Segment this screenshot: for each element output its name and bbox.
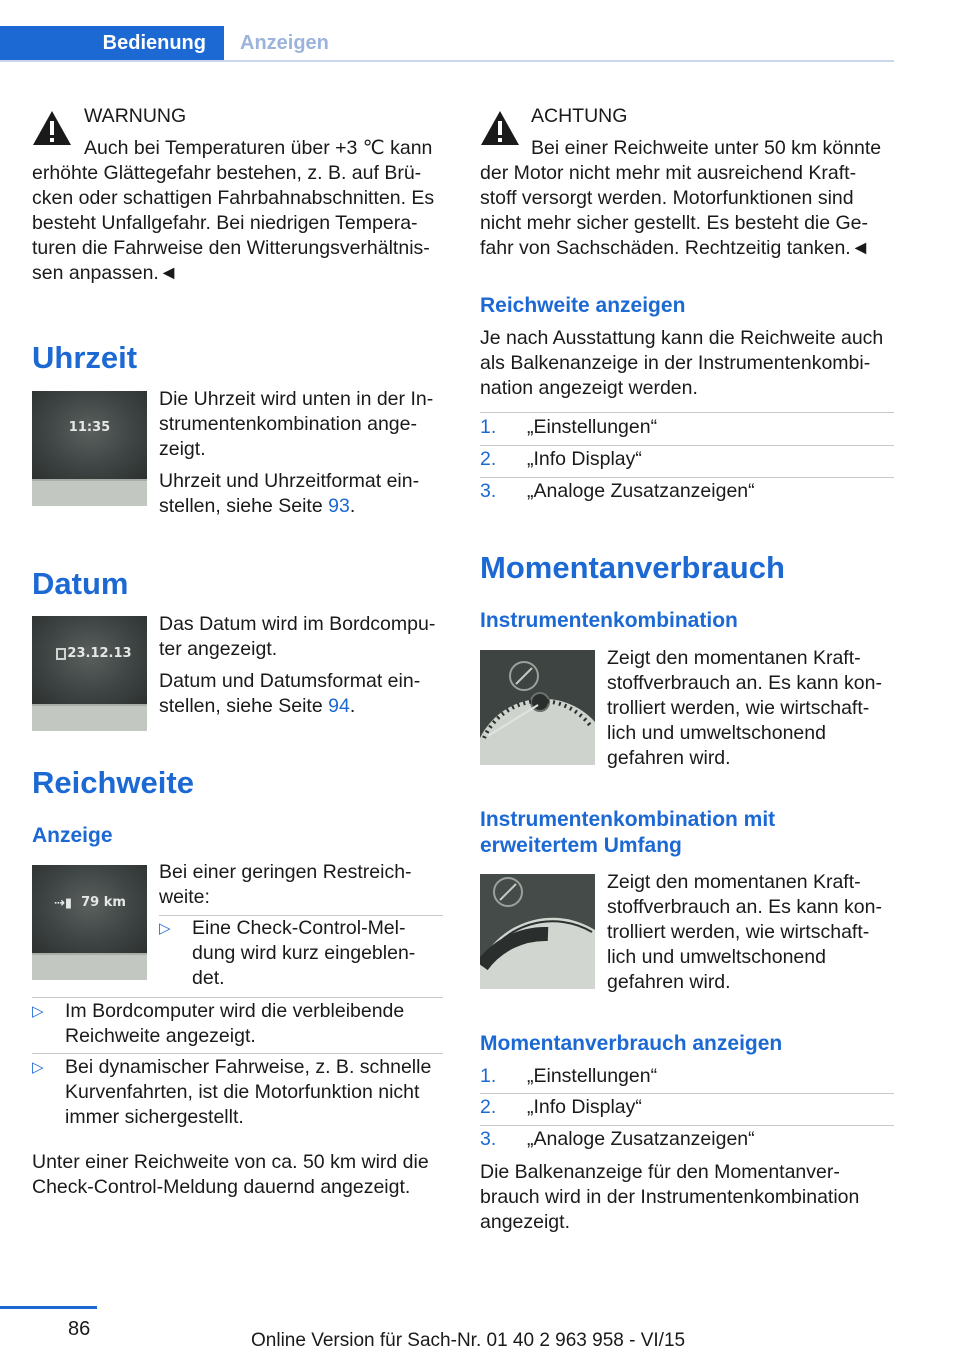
date-display-image <box>32 616 147 731</box>
header-rule <box>0 60 894 62</box>
uhrzeit-text-4: Uhrzeit und Uhrzeitformat ein- <box>159 470 420 492</box>
list-item: 1. „Einstellungen“ <box>480 1065 658 1087</box>
uhrzeit-text-1: Die Uhrzeit wird unten in der In- <box>159 388 434 410</box>
heading-momentanverbrauch: Momentanverbrauch <box>480 550 785 585</box>
page-link-93[interactable]: 93 <box>328 495 350 517</box>
achtung-line-4: nicht mehr sicher gestellt. Es besteht die Ge- <box>480 212 869 234</box>
achtung-line-3: stoff versorgt werden. Motorfunktionen sind <box>480 187 854 209</box>
fuel-pump-icon: ⇢▮ <box>54 895 73 910</box>
datum-text-1: Das Datum wird im Bordcompu- <box>159 613 436 635</box>
uhrzeit-text-2: strumentenkombination ange- <box>159 413 417 435</box>
list-item: 2. „Info Display“ <box>480 448 642 470</box>
warning-line-3: cken oder schattigen Fahrbahnabschnitten. Es <box>32 187 435 209</box>
range-display-image <box>32 865 147 980</box>
mv-text1-3: trolliert werden, wie wirtschaft- <box>607 697 870 719</box>
subheading-momentanverbrauch-anzeigen: Momentanverbrauch anzeigen <box>480 1032 783 1055</box>
warning-line-2: erhöhte Glättegefahr bestehen, z. B. auf Brü- <box>32 162 422 184</box>
achtung-line-5: fahr von Sachschäden. Rechtzeitig tanken.◄ <box>480 237 871 259</box>
page-number: 86 <box>68 1318 91 1340</box>
subheading-erweitert-2: erweitertem Umfang <box>480 834 682 857</box>
ra-text-2: als Balkenanzeige in der Instrumentenkombi- <box>480 352 871 374</box>
heading-reichweite-anzeigen: Reichweite anzeigen <box>480 294 686 317</box>
uhrzeit-text-3: zeigt. <box>159 438 206 460</box>
warning-line-1: Auch bei Temperaturen über +3 ℃ kann <box>84 137 433 159</box>
datum-text-3: Datum und Datumsformat ein- <box>159 670 421 692</box>
mv-outro-3: angezeigt. <box>480 1211 570 1233</box>
achtung-line-1: Bei einer Reichweite unter 50 km könnte <box>531 137 882 159</box>
mv-outro-2: brauch wird in der Instrumentenkombination <box>480 1186 860 1208</box>
subheading-erweitert-1: Instrumentenkombination mit <box>480 808 776 831</box>
datum-text-2: ter angezeigt. <box>159 638 278 660</box>
reichweite-outro-2: Check-Control-Meldung dauernd angezeigt. <box>32 1176 411 1198</box>
clock-display-image <box>32 391 147 506</box>
consumption-gauge-image <box>480 650 595 765</box>
mv-text2-4: lich und umweltschonend <box>607 946 826 968</box>
triangle-bullet-icon: ▷ <box>32 1059 44 1076</box>
list-item: 3. „Analoge Zusatzanzeigen“ <box>480 480 755 502</box>
mv-outro-1: Die Balkenanzeige für den Momentanver- <box>480 1161 840 1183</box>
ra-text-3: nation angezeigt werden. <box>480 377 698 399</box>
list-item: ▷ Im Bordcomputer wird die verbleibende Reichweite angezeigt. <box>32 1000 405 1047</box>
triangle-bullet-icon: ▷ <box>159 920 171 937</box>
heading-uhrzeit: Uhrzeit <box>32 340 138 375</box>
list-item: 2. „Info Display“ <box>480 1096 642 1118</box>
clock-display-value: 11:35 <box>68 420 111 435</box>
reichweite-intro-1: Bei einer geringen Restreich- <box>159 861 412 883</box>
footer-rule <box>0 1306 97 1309</box>
achtung-title: ACHTUNG <box>531 105 628 127</box>
warning-line-6: sen anpassen.◄ <box>32 262 179 284</box>
reichweite-outro-1: Unter einer Reichweite von ca. 50 km wird die <box>32 1151 429 1173</box>
mv-text2-2: stoffverbrauch an. Es kann kon- <box>607 896 882 918</box>
tab-anzeigen[interactable]: Anzeigen <box>240 31 329 54</box>
warning-icon <box>32 110 72 146</box>
date-display-value: 23.12.13 <box>67 646 132 661</box>
warning-title: WARNUNG <box>84 105 187 127</box>
range-display-value: 79 km <box>81 895 126 910</box>
consumption-gauge-extended-image <box>480 874 595 989</box>
mv-text1-2: stoffverbrauch an. Es kann kon- <box>607 672 882 694</box>
mv-text1-5: gefahren wird. <box>607 747 731 769</box>
datum-text-4: stellen, siehe Seite 94. <box>159 695 356 717</box>
mv-text1-4: lich und umweltschonend <box>607 722 826 744</box>
mv-text2-3: trolliert werden, wie wirtschaft- <box>607 921 870 943</box>
mv-text2-1: Zeigt den momentanen Kraft- <box>607 871 861 893</box>
warning-line-4: besteht Unfallgefahr. Bei niedrigen Tempera- <box>32 212 418 234</box>
warning-icon <box>480 110 520 146</box>
page-link-94[interactable]: 94 <box>328 695 350 717</box>
subheading-instrumentenkombination: Instrumentenkombination <box>480 609 738 632</box>
mv-text1-1: Zeigt den momentanen Kraft- <box>607 647 861 669</box>
triangle-bullet-icon: ▷ <box>32 1003 44 1020</box>
warning-line-5: turen die Fahrweise den Witterungsverhältnis- <box>32 237 430 259</box>
list-item: ▷ Eine Check-Control-Mel- dung wird kurz eingeblen- det. <box>159 917 416 989</box>
reichweite-intro-2: weite: <box>159 886 210 908</box>
ra-text-1: Je nach Ausstattung kann die Reichweite auch <box>480 327 884 349</box>
heading-datum: Datum <box>32 566 129 601</box>
list-item: 3. „Analoge Zusatzanzeigen“ <box>480 1128 755 1150</box>
list-item: ▷ Bei dynamischer Fahrweise, z. B. schnelle Kurvenfahrten, ist die Motorfunktion nicht immer sichergestellt. <box>32 1056 432 1128</box>
achtung-line-2: der Motor nicht mehr mit ausreichend Kraft- <box>480 162 857 184</box>
uhrzeit-text-5: stellen, siehe Seite 93. <box>159 495 356 517</box>
heading-reichweite: Reichweite <box>32 765 194 800</box>
subheading-anzeige: Anzeige <box>32 824 113 847</box>
mv-text2-5: gefahren wird. <box>607 971 731 993</box>
list-item: 1. „Einstellungen“ <box>480 416 658 438</box>
tab-bedienung[interactable]: Bedienung <box>0 26 224 60</box>
footer-text: Online Version für Sach-Nr. 01 40 2 963 958 - VI/15 <box>251 1330 686 1351</box>
header-tabs <box>0 26 894 60</box>
